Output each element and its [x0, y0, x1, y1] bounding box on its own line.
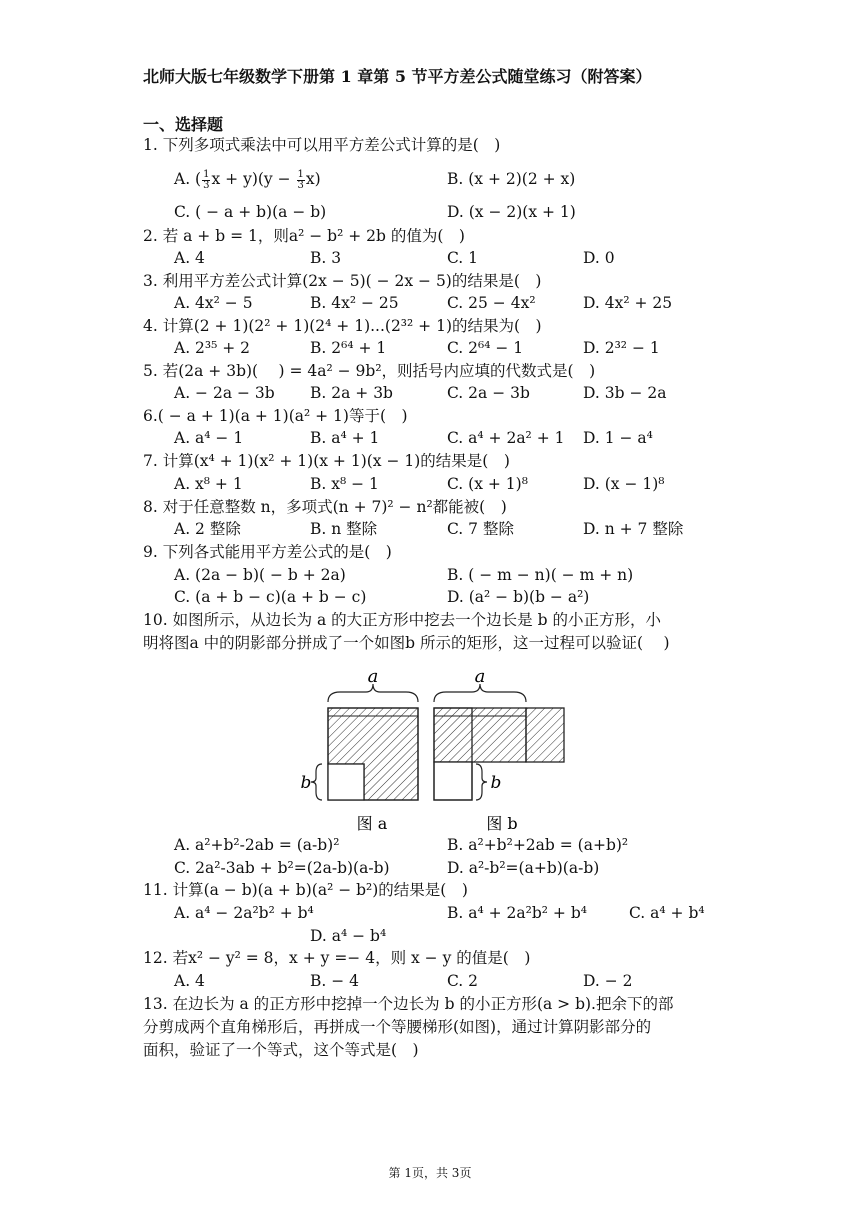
- question-8-option-b: B. n 整除: [310, 520, 378, 538]
- question-12-option-a: A. 4: [174, 972, 205, 990]
- section-heading: 一、选择题: [143, 115, 224, 134]
- question-3-option-b: B. 4x² − 25: [310, 294, 399, 312]
- question-5-option-b: B. 2a + 3b: [310, 384, 393, 402]
- question-6-option-d: D. 1 − a⁴: [583, 429, 653, 447]
- label-a-figure-a: a: [367, 666, 379, 687]
- question-3-option-c: C. 25 − 4x²: [447, 294, 536, 312]
- question-2-option-d: D. 0: [583, 249, 615, 267]
- square-rectangle-diagram: [300, 664, 580, 836]
- question-10-stem-line2: 明将图a 中的阴影部分拼成了一个如图b 所示的矩形，这一过程可以验证( ): [143, 634, 670, 652]
- question-1-option-c: C. ( − a + b)(a − b): [174, 203, 327, 221]
- label-a-figure-b: a: [474, 666, 486, 687]
- question-5-option-c: C. 2a − 3b: [447, 384, 530, 402]
- question-5-stem: 5. 若(2a + 3b)( ) = 4a² − 9b²，则括号内应填的代数式是( ): [143, 362, 596, 380]
- question-3-option-a: A. 4x² − 5: [174, 294, 253, 312]
- question-9-option-c: C. (a + b − c)(a + b − c): [174, 588, 367, 606]
- question-1-option-b: B. (x + 2)(2 + x): [447, 170, 576, 188]
- question-13-stem-line3: 面积，验证了一个等式，这个等式是( ): [143, 1041, 419, 1059]
- question-12-stem: 12. 若x² − y² = 8，x + y =− 4，则 x − y 的值是( ): [143, 949, 531, 967]
- question-2-stem: 2. 若 a + b = 1，则a² − b² + 2b 的值为( ): [143, 227, 465, 245]
- question-13-stem-line2: 分剪成两个直角梯形后，再拼成一个等腰梯形(如图)，通过计算阴影部分的: [143, 1018, 652, 1036]
- fraction: $\frac{1}{3}$: [203, 168, 210, 191]
- caption-figure-b: 图 b: [486, 814, 518, 833]
- question-12-option-b: B. − 4: [310, 972, 360, 990]
- question-1-option-a: A. ( $\frac{1}{3}$ x + y)(y − $\frac{1}{3}$ x): [174, 168, 321, 191]
- question-7-option-d: D. (x − 1)⁸: [583, 475, 665, 493]
- figure-b: [434, 666, 564, 833]
- question-8-option-d: D. n + 7 整除: [583, 520, 684, 538]
- question-8-option-c: C. 7 整除: [447, 520, 514, 538]
- question-9-option-d: D. (a² − b)(b − a²): [447, 588, 590, 606]
- question-2-option-b: B. 3: [310, 249, 342, 267]
- question-4-option-d: D. 2³² − 1: [583, 339, 660, 357]
- question-1-option-d: D. (x − 2)(x + 1): [447, 203, 576, 221]
- question-12-option-c: C. 2: [447, 972, 479, 990]
- question-1-stem: 1. 下列多项式乘法中可以用平方差公式计算的是( ): [143, 136, 501, 154]
- question-2-option-a: A. 4: [174, 249, 205, 267]
- question-4-option-b: B. 2⁶⁴ + 1: [310, 339, 387, 357]
- question-11-option-d: D. a⁴ − b⁴: [310, 927, 387, 945]
- fraction: $\frac{1}{3}$: [297, 168, 304, 191]
- question-3-option-d: D. 4x² + 25: [583, 294, 673, 312]
- question-9-stem: 9. 下列各式能用平方差公式的是( ): [143, 543, 392, 561]
- question-4-option-c: C. 2⁶⁴ − 1: [447, 339, 524, 357]
- label-b-figure-b: b: [490, 773, 502, 793]
- question-4-stem: 4. 计算(2 + 1)(2² + 1)(2⁴ + 1)...(2³² + 1)的结果为( ): [143, 317, 542, 335]
- question-11-option-a: A. a⁴ − 2a²b² + b⁴: [174, 904, 314, 922]
- question-10-stem-line1: 10. 如图所示，从边长为 a 的大正方形中挖去一个边长是 b 的小正方形，小: [143, 611, 661, 629]
- question-6-option-a: A. a⁴ − 1: [174, 429, 244, 447]
- question-8-stem: 8. 对于任意整数 n，多项式(n + 7)² − n²都能被( ): [143, 498, 507, 516]
- question-11-stem: 11. 计算(a − b)(a + b)(a² − b²)的结果是( ): [143, 881, 468, 899]
- question-11-option-c: C. a⁴ + b⁴: [629, 904, 705, 922]
- question-10-option-a: A. a²+b²-2ab = (a-b)²: [174, 836, 340, 854]
- page-footer: 第 1页，共 3页: [388, 1166, 472, 1180]
- question-9-option-a: A. (2a − b)( − b + 2a): [174, 566, 346, 584]
- question-7-stem: 7. 计算(x⁴ + 1)(x² + 1)(x + 1)(x − 1)的结果是( ): [143, 452, 510, 470]
- question-6-option-b: B. a⁴ + 1: [310, 429, 380, 447]
- question-7-option-b: B. x⁸ − 1: [310, 475, 379, 493]
- question-7-option-a: A. x⁸ + 1: [174, 475, 243, 493]
- question-9-option-b: B. ( − m − n)( − m + n): [447, 566, 634, 584]
- question-5-option-d: D. 3b − 2a: [583, 384, 667, 402]
- label-b-figure-a: b: [300, 773, 312, 793]
- question-13-stem-line1: 13. 在边长为 a 的正方形中挖掉一个边长为 b 的小正方形(a > b).把余下的部: [143, 995, 674, 1013]
- question-11-option-b: B. a⁴ + 2a²b² + b⁴: [447, 904, 587, 922]
- caption-figure-a: 图 a: [356, 814, 388, 833]
- question-4-option-a: A. 2³⁵ + 2: [174, 339, 251, 357]
- question-8-option-a: A. 2 整除: [174, 520, 241, 538]
- document-title: 北师大版七年级数学下册第 1 章第 5 节平方差公式随堂练习（附答案）: [143, 67, 652, 86]
- question-3-stem: 3. 利用平方差公式计算(2x − 5)( − 2x − 5)的结果是( ): [143, 272, 542, 290]
- question-10-figure: [300, 664, 580, 840]
- question-7-option-c: C. (x + 1)⁸: [447, 475, 528, 493]
- question-6-stem: 6.( − a + 1)(a + 1)(a² + 1)等于( ): [143, 407, 408, 425]
- question-10-option-d: D. a²-b²=(a+b)(a-b): [447, 859, 600, 877]
- question-12-option-d: D. − 2: [583, 972, 633, 990]
- question-2-option-c: C. 1: [447, 249, 479, 267]
- question-10-option-c: C. 2a²-3ab + b²=(2a-b)(a-b): [174, 859, 390, 877]
- question-6-option-c: C. a⁴ + 2a² + 1: [447, 429, 565, 447]
- question-5-option-a: A. − 2a − 3b: [174, 384, 275, 402]
- question-10-option-b: B. a²+b²+2ab = (a+b)²: [447, 836, 629, 854]
- figure-a: [301, 666, 418, 833]
